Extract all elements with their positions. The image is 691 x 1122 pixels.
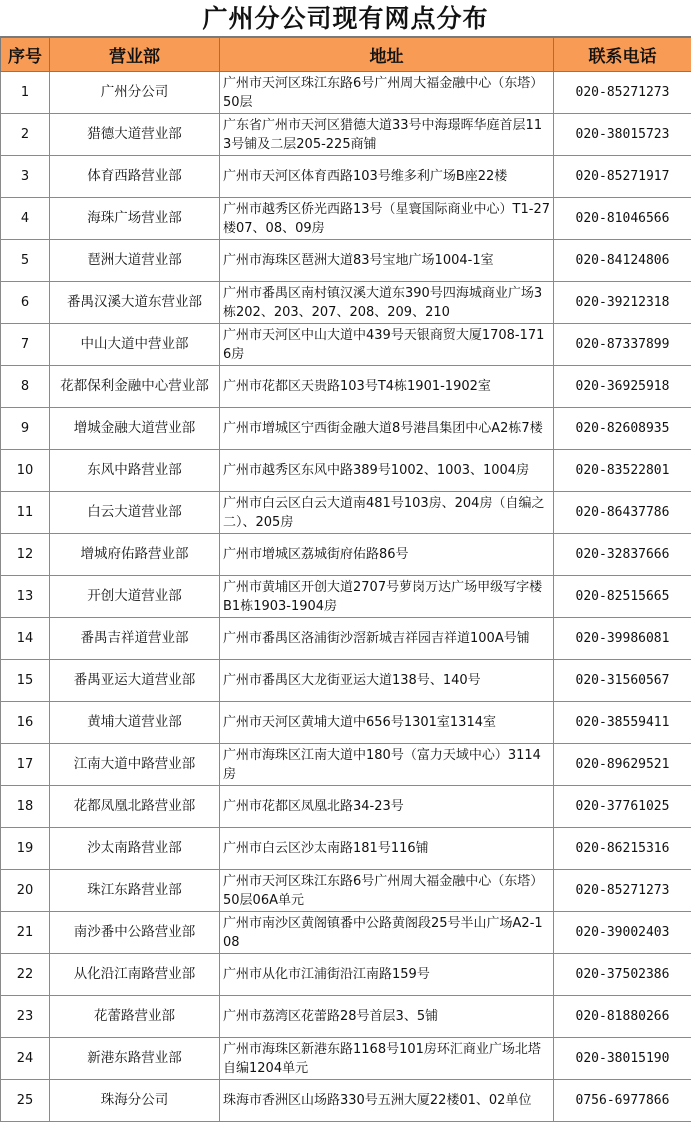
column-header-branch: 营业部 <box>50 38 220 72</box>
cell-no: 17 <box>1 744 50 786</box>
cell-address: 广州市海珠区琶洲大道83号宝地广场1004-1室 <box>220 240 554 282</box>
cell-address: 广州市海珠区江南大道中180号（富力天域中心）3114房 <box>220 744 554 786</box>
cell-phone: 020-37761025 <box>554 786 691 828</box>
cell-branch: 琶洲大道营业部 <box>50 240 220 282</box>
cell-address: 广州市番禺区南村镇汉溪大道东390号四海城商业广场3栋202、203、207、208、209、210 <box>220 282 554 324</box>
cell-address: 广东省广州市天河区猎德大道33号中海璟晖华庭首层113号铺及二层205-225商铺 <box>220 114 554 156</box>
cell-branch: 中山大道中营业部 <box>50 324 220 366</box>
cell-address: 广州市荔湾区花蕾路28号首层3、5铺 <box>220 996 554 1038</box>
cell-no: 18 <box>1 786 50 828</box>
cell-no: 13 <box>1 576 50 618</box>
table-row <box>1 1080 691 1122</box>
cell-phone: 020-81880266 <box>554 996 691 1038</box>
cell-phone: 020-32837666 <box>554 534 691 576</box>
cell-address: 广州市天河区中山大道中439号天银商贸大厦1708-1716房 <box>220 324 554 366</box>
cell-no: 2 <box>1 114 50 156</box>
table-row <box>1 492 691 534</box>
table-row <box>1 618 691 660</box>
table-row <box>1 744 691 786</box>
cell-phone: 020-39002403 <box>554 912 691 954</box>
cell-branch: 珠江东路营业部 <box>50 870 220 912</box>
cell-branch: 广州分公司 <box>50 72 220 114</box>
cell-address: 广州市白云区沙太南路181号116铺 <box>220 828 554 870</box>
table-row <box>1 1038 691 1080</box>
cell-no: 1 <box>1 72 50 114</box>
cell-no: 9 <box>1 408 50 450</box>
cell-phone: 020-84124806 <box>554 240 691 282</box>
table-row <box>1 366 691 408</box>
table-row <box>1 240 691 282</box>
table-row <box>1 870 691 912</box>
cell-phone: 0756-6977866 <box>554 1080 691 1122</box>
cell-no: 15 <box>1 660 50 702</box>
cell-phone: 020-39212318 <box>554 282 691 324</box>
cell-address: 广州市天河区珠江东路6号广州周大福金融中心（东塔）50层06A单元 <box>220 870 554 912</box>
table-body <box>1 72 691 1122</box>
cell-branch: 猎德大道营业部 <box>50 114 220 156</box>
table-row <box>1 324 691 366</box>
cell-address: 珠海市香洲区山场路330号五洲大厦22楼01、02单位 <box>220 1080 554 1122</box>
table-row <box>1 702 691 744</box>
cell-no: 19 <box>1 828 50 870</box>
column-header-no: 序号 <box>1 38 50 72</box>
cell-no: 23 <box>1 996 50 1038</box>
cell-address: 广州市从化市江浦街沿江南路159号 <box>220 954 554 996</box>
table-row <box>1 576 691 618</box>
column-header-phone: 联系电话 <box>554 38 691 72</box>
cell-phone: 020-85271273 <box>554 870 691 912</box>
cell-no: 14 <box>1 618 50 660</box>
cell-branch: 南沙番中公路营业部 <box>50 912 220 954</box>
cell-phone: 020-38015723 <box>554 114 691 156</box>
cell-address: 广州市越秀区侨光西路13号（星寰国际商业中心）T1-27楼07、08、09房 <box>220 198 554 240</box>
cell-address: 广州市天河区珠江东路6号广州周大福金融中心（东塔）50层 <box>220 72 554 114</box>
cell-phone: 020-38015190 <box>554 1038 691 1080</box>
cell-address: 广州市增城区荔城街府佑路86号 <box>220 534 554 576</box>
cell-address: 广州市海珠区新港东路1168号101房环汇商业广场北塔自编1204单元 <box>220 1038 554 1080</box>
table-row <box>1 408 691 450</box>
cell-no: 16 <box>1 702 50 744</box>
cell-branch: 花蕾路营业部 <box>50 996 220 1038</box>
cell-branch: 番禺汉溪大道东营业部 <box>50 282 220 324</box>
table-row <box>1 954 691 996</box>
cell-phone: 020-85271917 <box>554 156 691 198</box>
cell-phone: 020-87337899 <box>554 324 691 366</box>
cell-no: 20 <box>1 870 50 912</box>
cell-no: 5 <box>1 240 50 282</box>
cell-address: 广州市番禺区大龙街亚运大道138号、140号 <box>220 660 554 702</box>
cell-address: 广州市越秀区东风中路389号1002、1003、1004房 <box>220 450 554 492</box>
cell-phone: 020-39986081 <box>554 618 691 660</box>
cell-phone: 020-83522801 <box>554 450 691 492</box>
page-title: 广州分公司现有网点分布 <box>0 0 691 37</box>
cell-no: 12 <box>1 534 50 576</box>
table-header-row <box>1 38 691 72</box>
table-row <box>1 282 691 324</box>
cell-phone: 020-82515665 <box>554 576 691 618</box>
cell-branch: 增城府佑路营业部 <box>50 534 220 576</box>
cell-phone: 020-85271273 <box>554 72 691 114</box>
cell-address: 广州市花都区天贵路103号T4栋1901-1902室 <box>220 366 554 408</box>
table-row <box>1 114 691 156</box>
cell-no: 10 <box>1 450 50 492</box>
table-row <box>1 156 691 198</box>
table-row <box>1 912 691 954</box>
cell-phone: 020-37502386 <box>554 954 691 996</box>
table-row <box>1 786 691 828</box>
cell-address: 广州市番禺区洛浦街沙滘新城吉祥园吉祥道100A号铺 <box>220 618 554 660</box>
cell-branch: 体育西路营业部 <box>50 156 220 198</box>
table-row <box>1 198 691 240</box>
cell-branch: 沙太南路营业部 <box>50 828 220 870</box>
cell-phone: 020-81046566 <box>554 198 691 240</box>
cell-address: 广州市天河区体育西路103号维多利广场B座22楼 <box>220 156 554 198</box>
cell-branch: 花都凤凰北路营业部 <box>50 786 220 828</box>
cell-address: 广州市南沙区黄阁镇番中公路黄阁段25号半山广场A2-108 <box>220 912 554 954</box>
table-row <box>1 72 691 114</box>
cell-branch: 番禺吉祥道营业部 <box>50 618 220 660</box>
cell-branch: 白云大道营业部 <box>50 492 220 534</box>
cell-no: 3 <box>1 156 50 198</box>
table-row <box>1 660 691 702</box>
cell-branch: 花都保利金融中心营业部 <box>50 366 220 408</box>
cell-branch: 海珠广场营业部 <box>50 198 220 240</box>
cell-branch: 番禺亚运大道营业部 <box>50 660 220 702</box>
cell-no: 8 <box>1 366 50 408</box>
cell-no: 4 <box>1 198 50 240</box>
cell-phone: 020-82608935 <box>554 408 691 450</box>
cell-branch: 从化沿江南路营业部 <box>50 954 220 996</box>
cell-phone: 020-31560567 <box>554 660 691 702</box>
cell-address: 广州市花都区凤凰北路34-23号 <box>220 786 554 828</box>
cell-no: 7 <box>1 324 50 366</box>
cell-no: 24 <box>1 1038 50 1080</box>
table-row <box>1 450 691 492</box>
cell-no: 6 <box>1 282 50 324</box>
column-header-address: 地址 <box>220 38 554 72</box>
cell-phone: 020-86437786 <box>554 492 691 534</box>
cell-no: 11 <box>1 492 50 534</box>
cell-branch: 增城金融大道营业部 <box>50 408 220 450</box>
cell-address: 广州市天河区黄埔大道中656号1301室1314室 <box>220 702 554 744</box>
cell-branch: 江南大道中路营业部 <box>50 744 220 786</box>
cell-branch: 新港东路营业部 <box>50 1038 220 1080</box>
cell-no: 25 <box>1 1080 50 1122</box>
cell-address: 广州市黄埔区开创大道2707号萝岗万达广场甲级写字楼B1栋1903-1904房 <box>220 576 554 618</box>
cell-no: 22 <box>1 954 50 996</box>
cell-branch: 黄埔大道营业部 <box>50 702 220 744</box>
cell-no: 21 <box>1 912 50 954</box>
cell-phone: 020-89629521 <box>554 744 691 786</box>
cell-address: 广州市白云区白云大道南481号103房、204房（自编之二）、205房 <box>220 492 554 534</box>
cell-phone: 020-36925918 <box>554 366 691 408</box>
cell-branch: 东风中路营业部 <box>50 450 220 492</box>
table-row <box>1 828 691 870</box>
cell-phone: 020-38559411 <box>554 702 691 744</box>
cell-phone: 020-86215316 <box>554 828 691 870</box>
table-row <box>1 996 691 1038</box>
table-row <box>1 534 691 576</box>
branch-table <box>0 37 691 1122</box>
cell-branch: 珠海分公司 <box>50 1080 220 1122</box>
cell-branch: 开创大道营业部 <box>50 576 220 618</box>
cell-address: 广州市增城区宁西街金融大道8号港昌集团中心A2栋7楼 <box>220 408 554 450</box>
